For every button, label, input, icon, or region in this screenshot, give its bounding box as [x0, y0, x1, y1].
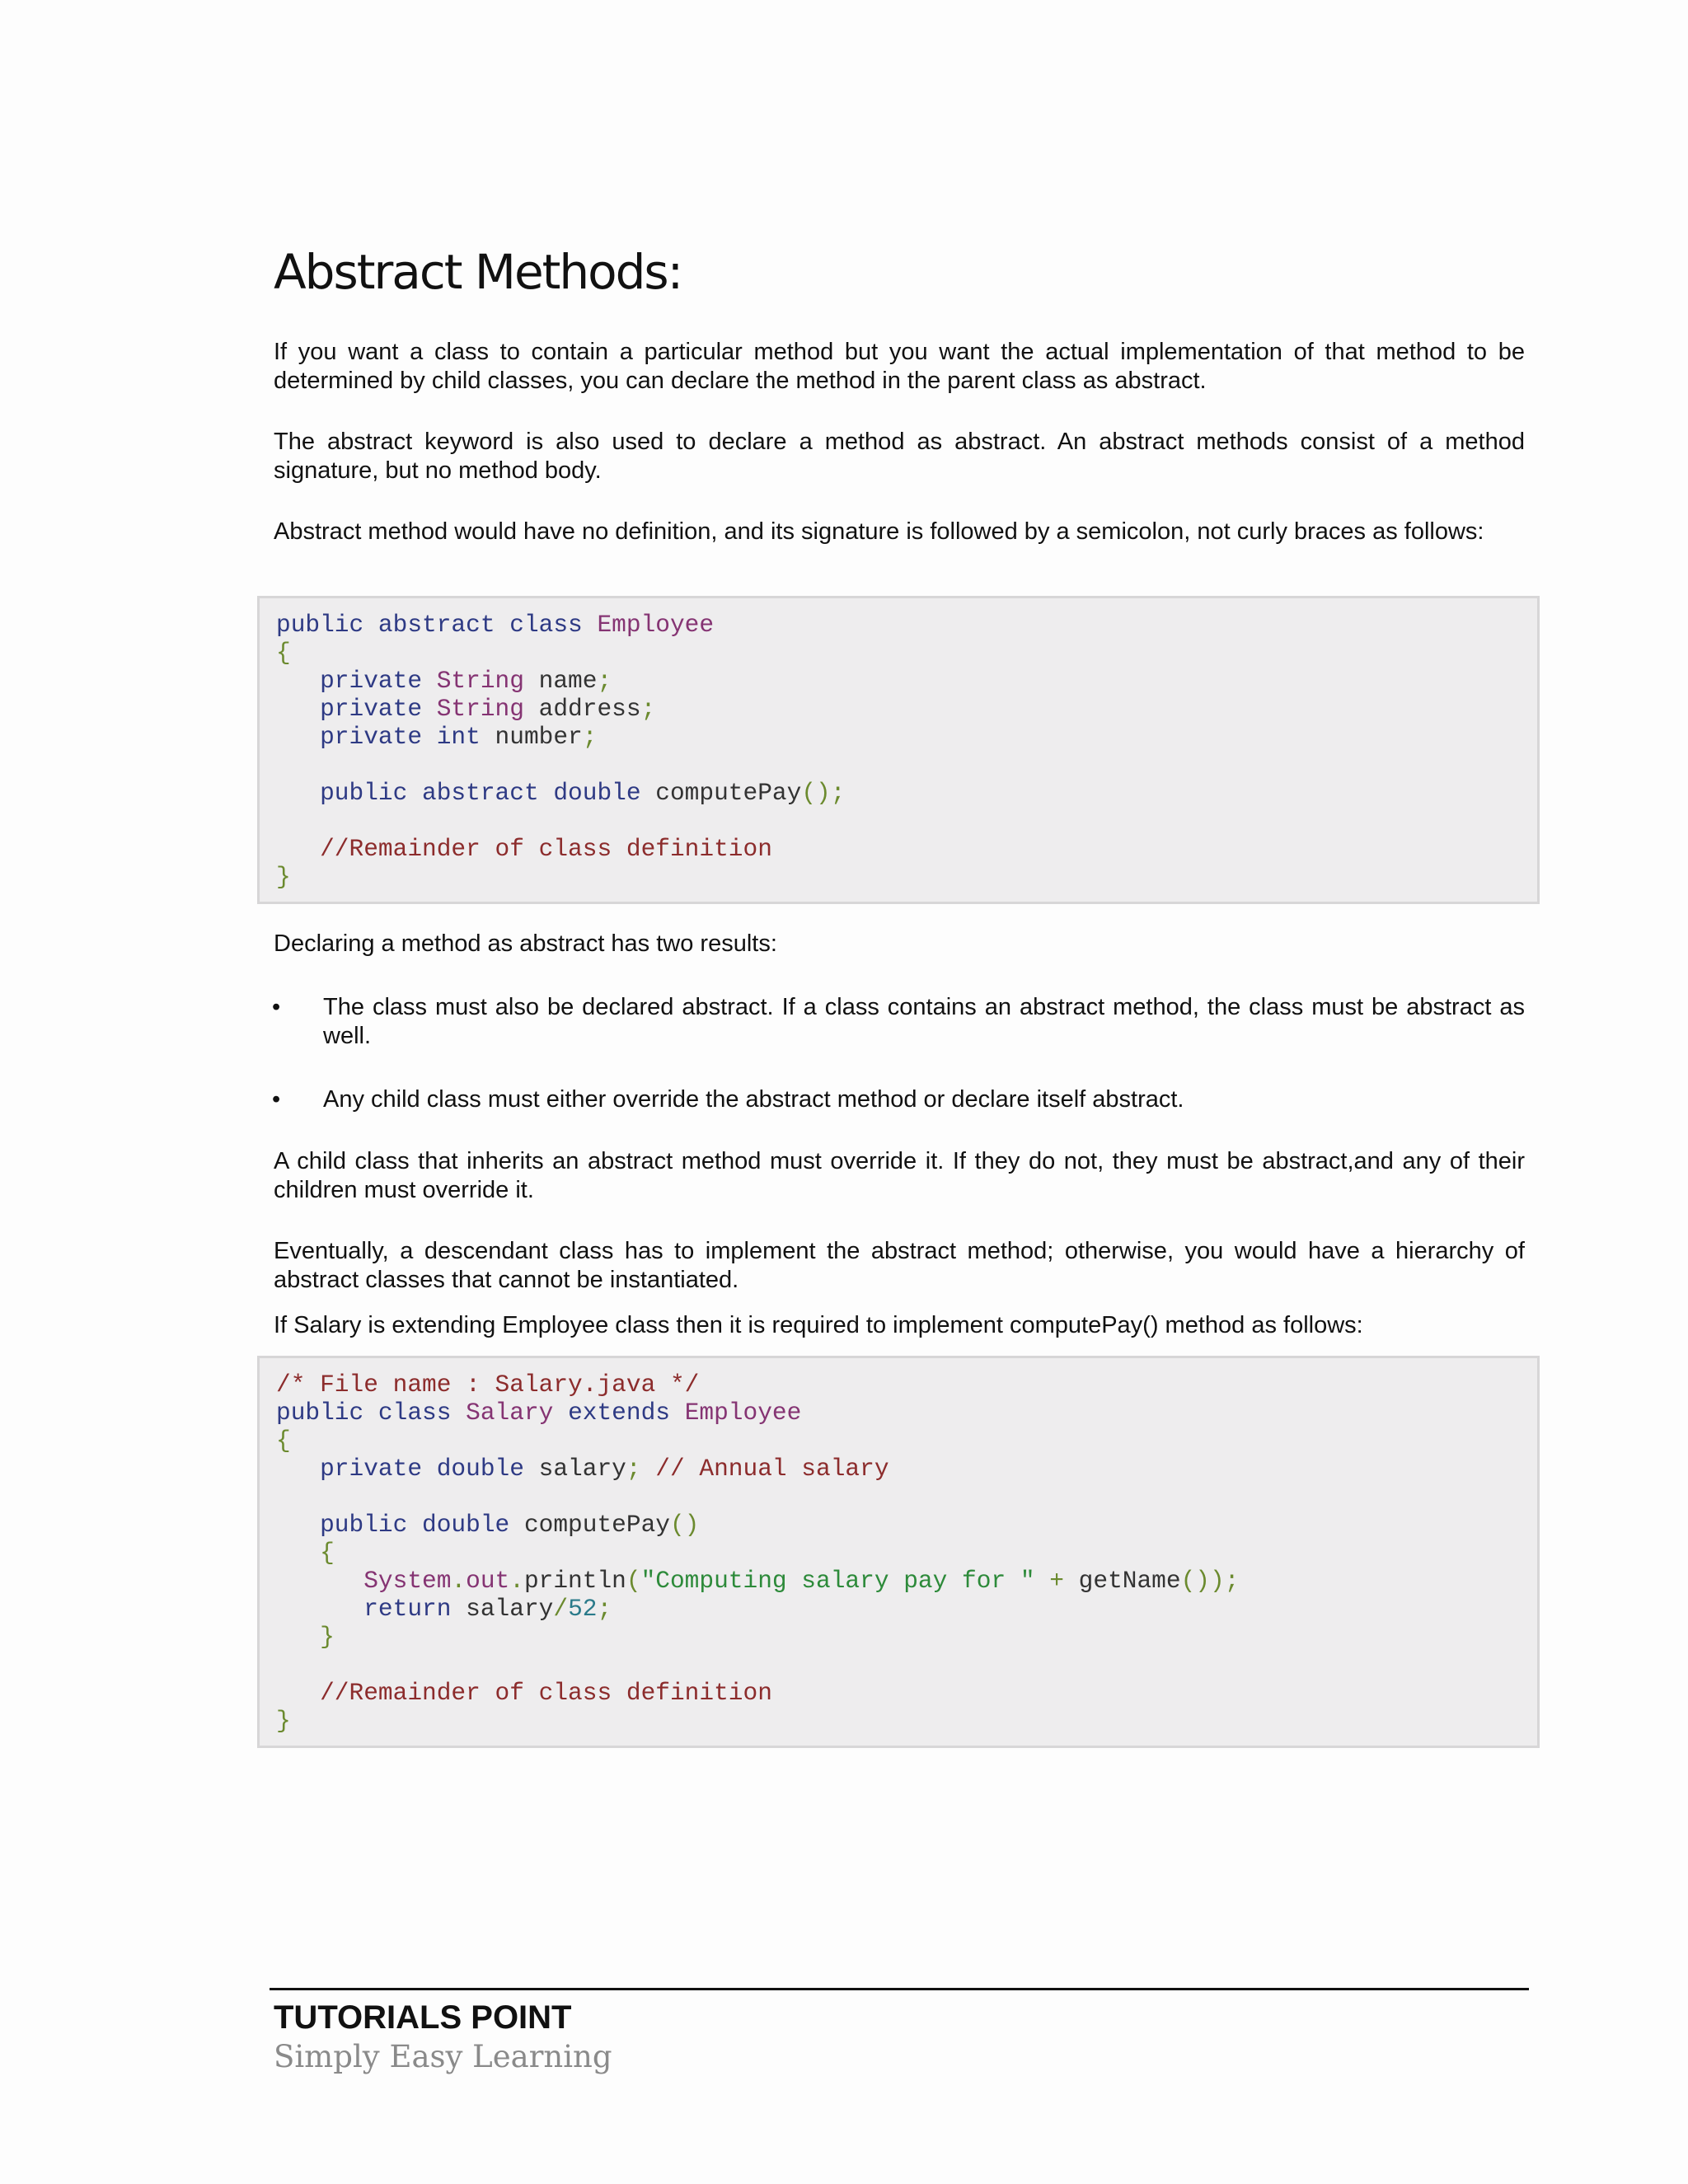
intro-paragraph-2: The abstract keyword is also used to declare a method as abstract. An abstract methods consist of a method signature, but no method body.	[274, 429, 1525, 484]
salary-intro: If Salary is extending Employee class then it is required to implement computePay() method as follows:	[274, 1312, 1363, 1338]
code-block-employee	[257, 596, 1540, 904]
code-line	[276, 1679, 1239, 1707]
bullet-item-2: Any child class must either override the abstract method or declare itself abstract.	[323, 1086, 1184, 1113]
footer-tagline: Simply Easy Learning	[274, 2039, 612, 2074]
code-token: /	[553, 1595, 569, 1623]
code-token: ();	[801, 779, 846, 807]
code-token: "Computing salary pay for "	[640, 1567, 1035, 1595]
code-line	[276, 1539, 1239, 1567]
code-block-salary	[257, 1356, 1540, 1748]
code-line	[276, 1483, 1239, 1511]
code-token: ;	[582, 723, 598, 751]
code-token: extends	[568, 1399, 685, 1427]
code-token: out	[466, 1567, 510, 1595]
code-token: computePay	[523, 1511, 670, 1539]
code-token: number	[495, 723, 583, 751]
code-line	[276, 667, 845, 695]
bullet-marker: •	[272, 994, 281, 1020]
code-line	[276, 1511, 1239, 1539]
bullet-marker: •	[272, 1086, 281, 1113]
code-token: println	[523, 1567, 626, 1595]
code-token: return	[276, 1595, 467, 1623]
code-token: .	[509, 1567, 524, 1595]
code-token: ;	[626, 1455, 656, 1483]
code-token: public abstract double	[276, 779, 656, 807]
code-token: private int	[276, 723, 495, 751]
code-line	[276, 807, 845, 835]
code-token: public abstract class	[276, 611, 598, 639]
code-token: computePay	[655, 779, 802, 807]
code-token: ()	[669, 1511, 700, 1539]
code-line	[276, 1651, 1239, 1679]
intro-paragraph-1: If you want a class to contain a particular method but you want the actual implementation of that method to be determined by child classes, you can declare the method in the parent class as abstract.	[274, 339, 1525, 394]
code-line	[276, 835, 845, 863]
code-token: //Remainder of class definition	[276, 835, 772, 863]
code-token: Employee	[597, 611, 715, 639]
after-paragraph-2: Eventually, a descendant class has to implement the abstract method; otherwise, you would have a hierarchy of abstract classes that cannot be instantiated.	[274, 1238, 1525, 1293]
code-token: {	[276, 1427, 291, 1455]
code-line	[276, 1623, 1239, 1651]
code-line	[276, 1427, 1239, 1455]
code-token: String	[436, 695, 524, 723]
code-line	[276, 639, 845, 667]
code-token: +	[1034, 1567, 1079, 1595]
code-token: //Remainder of class definition	[276, 1679, 772, 1707]
code-token: String	[436, 667, 524, 695]
code-token: // Annual salary	[655, 1455, 889, 1483]
code-line	[276, 1399, 1239, 1427]
bullet-item-1: The class must also be declared abstract. If a class contains an abstract method, the class must be abstract as well.	[323, 994, 1525, 1049]
code-token: public double	[276, 1511, 524, 1539]
code-token: public class	[276, 1399, 467, 1427]
code-token: ;	[597, 1595, 612, 1623]
footer-divider	[270, 1988, 1529, 1990]
code-token: address	[523, 695, 641, 723]
code-token: }	[276, 1707, 291, 1735]
code-token: /* File name : Salary.java */	[276, 1371, 700, 1399]
code-line	[276, 611, 845, 639]
code-token: System	[276, 1567, 452, 1595]
code-token: ;	[640, 695, 656, 723]
after-paragraph-1: A child class that inherits an abstract method must override it. If they do not, they must be abstract,and any of their children must override it.	[274, 1148, 1525, 1203]
code-token: private double	[276, 1455, 539, 1483]
code-token: getName	[1078, 1567, 1181, 1595]
code-token: salary	[466, 1595, 554, 1623]
code-line	[276, 1455, 1239, 1483]
code-token: name	[523, 667, 598, 695]
code-line	[276, 751, 845, 779]
code-token: 52	[568, 1595, 598, 1623]
code-token: ());	[1180, 1567, 1240, 1595]
code-line	[276, 1707, 1239, 1735]
code-line	[276, 863, 845, 891]
footer-brand: TUTORIALS POINT	[274, 1999, 572, 2036]
code-token: Employee	[684, 1399, 802, 1427]
code-token: salary	[538, 1455, 626, 1483]
code-token: Salary	[466, 1399, 569, 1427]
intro-paragraph-3: Abstract method would have no definition, and its signature is followed by a semicolon, not curly braces as follows:	[274, 518, 1484, 545]
code-salary	[276, 1371, 1239, 1735]
code-line	[276, 695, 845, 723]
code-token: private	[276, 667, 437, 695]
code-token: }	[276, 863, 291, 891]
code-token: ;	[597, 667, 612, 695]
code-line	[276, 779, 845, 807]
code-line	[276, 1567, 1239, 1595]
code-line	[276, 1371, 1239, 1399]
code-token: private	[276, 695, 437, 723]
code-token: {	[276, 1539, 335, 1567]
code-token: {	[276, 639, 291, 667]
code-employee	[276, 611, 845, 891]
code-token: .	[451, 1567, 467, 1595]
code-line	[276, 1595, 1239, 1623]
code-token: }	[276, 1623, 335, 1651]
page-title: Abstract Methods:	[274, 244, 682, 300]
code-line	[276, 723, 845, 751]
code-token: (	[626, 1567, 641, 1595]
results-intro: Declaring a method as abstract has two results:	[274, 930, 777, 957]
